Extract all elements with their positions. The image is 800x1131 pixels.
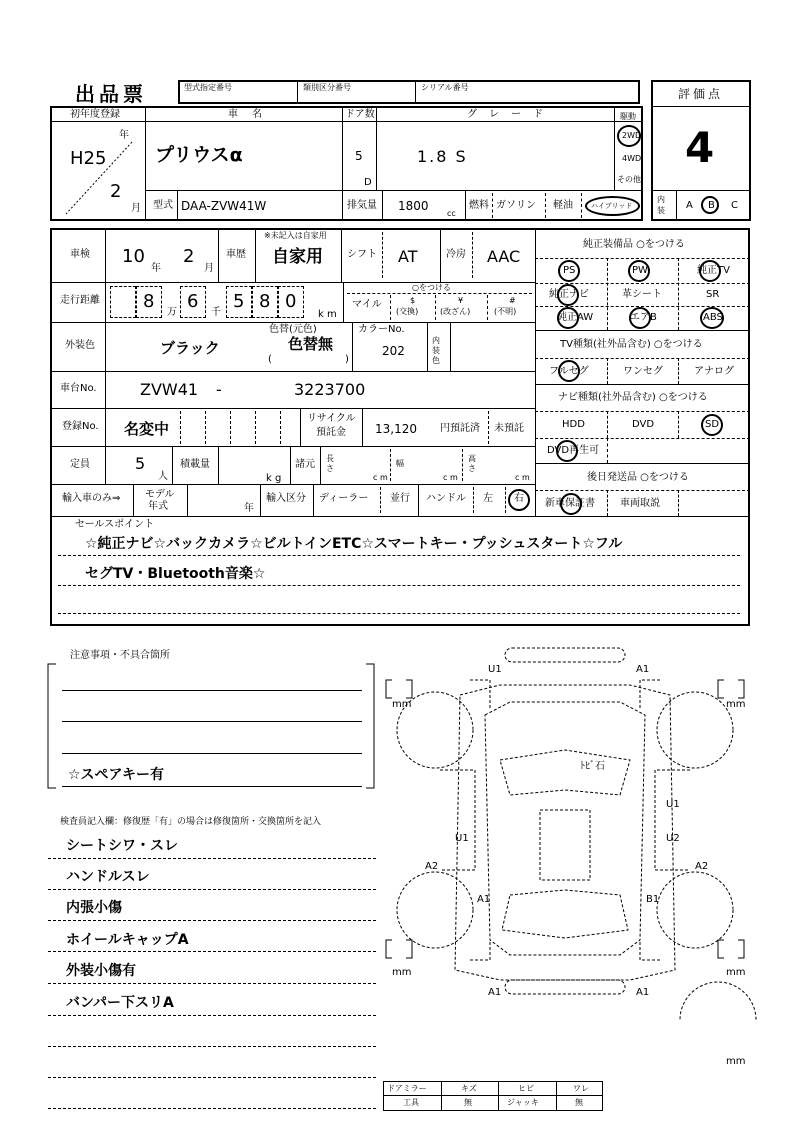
grade-value: 1.8 S <box>417 147 468 166</box>
equip-airbag-circle <box>629 307 651 329</box>
navi-header: ナビ種類(社外品含む) ○をつける <box>558 392 708 403</box>
aircon-label: 冷房 <box>446 249 466 260</box>
exterior-color: ブラック <box>160 339 220 357</box>
navi-dvd-play-circle <box>556 440 578 462</box>
first-reg-label: 初年度登録 <box>70 109 120 120</box>
model-year-label-b: 年式 <box>148 501 168 512</box>
mm-rear-right: mm <box>726 967 746 978</box>
mark-left-u1: U1 <box>455 833 469 844</box>
interior-c: C <box>731 200 738 211</box>
paren-close: ) <box>345 354 349 365</box>
tv-fullseg: フルセグ <box>549 366 589 377</box>
fuel-label: 燃料 <box>469 200 489 211</box>
height-label: 高さ <box>468 454 476 473</box>
mileage-man: 万 <box>167 307 177 318</box>
legend-value-4: 無 <box>575 1098 583 1107</box>
navi-hdd: HDD <box>562 419 585 430</box>
mileage-digit-3: 5 <box>233 291 245 312</box>
notes-label: 注意事項・不具合箇所 <box>70 650 170 661</box>
interior-b: B <box>708 200 715 211</box>
tv-fullseg-circle <box>558 360 580 382</box>
capacity-unit: 人 <box>158 471 168 482</box>
docs-warranty: 新車保証書 <box>545 498 595 509</box>
import-parallel: 並行 <box>390 493 410 504</box>
sales-line-2: セグTV・Bluetooth音楽☆ <box>85 566 266 582</box>
altered-symbol: ¥ <box>458 296 464 305</box>
mm-rear-left: mm <box>392 967 412 978</box>
legend-header-2: キズ <box>461 1084 477 1093</box>
mark-right-u1: U1 <box>666 799 680 810</box>
sales-line-1: ☆純正ナビ☆バックカメラ☆ビルトインETC☆スマートキー・プッシュスタート☆フル <box>85 536 623 552</box>
type-cert-label: 型式指定番号 <box>184 83 232 92</box>
fuel-hybrid-circle <box>585 196 640 216</box>
load-label: 積載量 <box>180 459 210 470</box>
equip-aw: 純正AW <box>557 312 594 323</box>
reg-no-value: 名変中 <box>124 420 170 438</box>
steering-left: 左 <box>483 493 493 504</box>
model-year-label-a: モデル <box>145 489 175 500</box>
inspection-month: 2 <box>183 246 195 267</box>
inspector-item-5: 外装小傷有 <box>66 963 136 979</box>
mm-front-left: mm <box>392 699 412 710</box>
history-note: ※未記入は自家用 <box>264 231 327 240</box>
mileage-mile: マイル <box>352 299 382 310</box>
mileage-digit-2: 6 <box>187 291 199 312</box>
interior-b-circle <box>701 196 719 214</box>
equip-sr: SR <box>706 289 720 300</box>
navi-sd-circle <box>701 414 723 436</box>
year-unit: 年 <box>119 130 129 141</box>
mark-windshield: ﾄﾋﾞ石 <box>580 761 605 772</box>
serial-label: シリアル番号 <box>421 83 469 92</box>
score-label: 評価点 <box>678 87 724 101</box>
mark-rear-left-a1: A1 <box>477 894 491 905</box>
history-label: 車歴 <box>226 249 246 260</box>
height-unit: c m <box>515 473 530 482</box>
inspector-item-1: シートシワ・スレ <box>66 838 178 854</box>
equip-abs-circle <box>700 307 724 329</box>
chassis-prefix: ZVW41 <box>140 380 199 399</box>
mark-right-a2: A2 <box>695 861 709 872</box>
inspector-item-6: バンパー下スリA <box>66 995 174 1011</box>
class-label: 類別区分番号 <box>303 83 351 92</box>
steering-right: 右 <box>514 493 524 504</box>
exterior-label: 外装色 <box>65 340 95 351</box>
mm-spare: mm <box>726 1056 746 1067</box>
legend-value-1: 工具 <box>403 1098 419 1107</box>
chassis-label: 車台No. <box>60 383 97 394</box>
docs-header: 後日発送品 ○をつける <box>587 472 689 483</box>
capacity-value: 5 <box>135 454 146 473</box>
notes-item: ☆スペアキー有 <box>68 767 164 783</box>
score-value: 4 <box>685 123 715 172</box>
equip-aw-circle <box>557 307 579 329</box>
fuel-hybrid: ハイブリッド <box>591 202 633 210</box>
mark-rear-a1-right: A1 <box>636 987 650 998</box>
equip-ps: PS <box>563 265 576 276</box>
legend-value-2: 無 <box>464 1098 472 1107</box>
reg-no-label: 登録No. <box>62 421 99 432</box>
docs-manual: 車両取説 <box>620 498 660 509</box>
equip-tv: 純正TV <box>697 265 730 276</box>
displacement-label: 排気量 <box>347 200 377 211</box>
capacity-label: 定員 <box>70 459 90 470</box>
mark-rear-right-b1: B1 <box>646 894 660 905</box>
width-unit: c m <box>443 473 458 482</box>
grade-label: グレード <box>467 109 555 120</box>
exchanged-label: (交換) <box>396 307 419 316</box>
recycle-none: 未預託 <box>494 423 524 434</box>
equip-ps-circle <box>558 260 580 282</box>
chassis-dash: - <box>216 380 222 399</box>
navi-sd: SD <box>705 419 720 430</box>
mileage-km: k m <box>318 309 337 320</box>
steering-label: ハンドル <box>426 493 466 504</box>
page-title: 出品票 <box>75 82 147 106</box>
equip-leather: 革シート <box>622 289 662 300</box>
sales-label: セールスポイント <box>75 519 155 530</box>
tv-oneseg: ワンセグ <box>623 366 663 377</box>
month-unit: 月 <box>131 203 141 214</box>
navi-dvd-play: DVD再生可 <box>547 445 600 456</box>
unknown-symbol: # <box>509 296 516 305</box>
repaint-label: 色替(元色) <box>269 324 317 335</box>
displacement-value: 1800 <box>398 199 429 213</box>
import-dealer: ディーラー <box>319 493 369 504</box>
doors-value: 5 <box>355 149 363 163</box>
interior-grade-label: 内装 <box>657 195 665 215</box>
tv-analog: アナログ <box>694 366 734 377</box>
altered-label: (改ざん) <box>440 307 471 316</box>
cc-unit: cc <box>447 209 456 218</box>
equipment-header: 純正装備品 ○をつける <box>583 239 685 250</box>
mileage-digit-4: 8 <box>259 291 271 312</box>
recycle-label-a: リサイクル <box>307 413 356 424</box>
car-name-label: 車名 <box>228 109 276 120</box>
kg-unit: k g <box>266 473 282 484</box>
unknown-label: (不明) <box>494 307 517 316</box>
drive-other: その他 <box>617 175 641 184</box>
interior-color-label: 内装色 <box>432 336 440 365</box>
steering-right-circle <box>508 489 530 511</box>
drive-2wd: 2WD <box>622 131 642 140</box>
equip-navi: 純正ナビ <box>549 289 589 300</box>
car-damage-diagram <box>380 640 770 1020</box>
color-no-value: 202 <box>382 344 405 358</box>
first-reg-era: H25 <box>70 148 107 169</box>
mileage-label: 走行距離 <box>60 295 100 306</box>
equip-navi-circle <box>557 284 579 306</box>
mileage-digit-5: 0 <box>285 291 297 312</box>
length-unit: c m <box>373 473 388 482</box>
docs-warranty-circle <box>560 493 582 515</box>
recycle-label-b: 預託金 <box>316 427 346 438</box>
inspection-year-unit: 年 <box>151 263 161 274</box>
history-value: 自家用 <box>272 247 323 267</box>
recycle-unit: 円預託済 <box>440 423 480 434</box>
inspection-month-unit: 月 <box>204 263 214 274</box>
doors-label: ドア数 <box>345 109 375 120</box>
chassis-no: 3223700 <box>294 380 366 399</box>
first-reg-month: 2 <box>110 181 122 202</box>
mark-front-a1: A1 <box>636 664 650 675</box>
width-label: 幅 <box>396 459 404 468</box>
navi-dvd: DVD <box>632 419 655 430</box>
legend-header-4: ワレ <box>573 1084 589 1093</box>
date-slash <box>60 138 140 218</box>
inspector-item-4: ホイールキャップA <box>66 932 189 948</box>
interior-a: A <box>686 200 693 211</box>
exchanged-symbol: $ <box>410 296 416 305</box>
inspection-year: 10 <box>122 246 145 267</box>
mileage-sen: 千 <box>211 307 221 318</box>
model-year-unit: 年 <box>244 503 254 514</box>
mark-front-u1: U1 <box>488 664 502 675</box>
doors-suffix: D <box>364 177 372 188</box>
recycle-amount: 13,120 <box>375 422 417 436</box>
mark-right-u2: U2 <box>666 833 680 844</box>
legend-value-3: ジャッキ <box>507 1098 539 1107</box>
color-no-label: カラーNo. <box>358 324 405 335</box>
equip-pw-circle <box>628 260 650 282</box>
import-type-label: 輸入区分 <box>266 493 306 504</box>
car-name: プリウスα <box>155 144 243 166</box>
mm-front-right: mm <box>726 699 746 710</box>
drive-2wd-circle <box>617 125 641 147</box>
inspector-label: 検査員記入欄：修復歴「有」の場合は修復箇所・交換箇所を記入 <box>60 817 322 827</box>
mileage-digit-1: 8 <box>143 291 155 312</box>
shift-value: AT <box>398 247 418 266</box>
import-label: 輸入車のみ⇒ <box>62 493 121 504</box>
inspector-item-3: 内張小傷 <box>66 900 122 916</box>
model-value: DAA-ZVW41W <box>181 199 267 213</box>
mileage-circle-note: ○をつける <box>412 283 451 292</box>
legend-header-1: ドアミラー <box>387 1084 427 1093</box>
dims-label: 諸元 <box>295 459 315 470</box>
repaint-value: 色替無 <box>288 335 334 353</box>
length-label: 長さ <box>326 454 334 473</box>
inspector-item-2: ハンドルスレ <box>66 869 150 885</box>
equip-abs: ABS <box>703 312 723 323</box>
equip-tv-circle <box>699 260 721 282</box>
model-label: 型式 <box>153 200 173 211</box>
fuel-diesel: 軽油 <box>553 200 573 211</box>
aircon-value: AAC <box>487 247 521 266</box>
equip-airbag: エアB <box>630 312 657 323</box>
fuel-gasoline: ガソリン <box>496 200 536 211</box>
mark-rear-a1: A1 <box>488 987 502 998</box>
tv-header: TV種類(社外品含む) ○をつける <box>560 339 703 350</box>
paren-open: ( <box>268 354 272 365</box>
inspection-label: 車検 <box>70 249 90 260</box>
mark-left-a2: A2 <box>425 861 439 872</box>
drive-label: 駆動 <box>620 112 636 121</box>
shift-label: シフト <box>347 249 377 260</box>
equip-pw: PW <box>632 265 648 276</box>
drive-4wd: 4WD <box>622 154 642 163</box>
id-number-box <box>178 80 640 104</box>
legend-header-3: ヒビ <box>518 1084 534 1093</box>
